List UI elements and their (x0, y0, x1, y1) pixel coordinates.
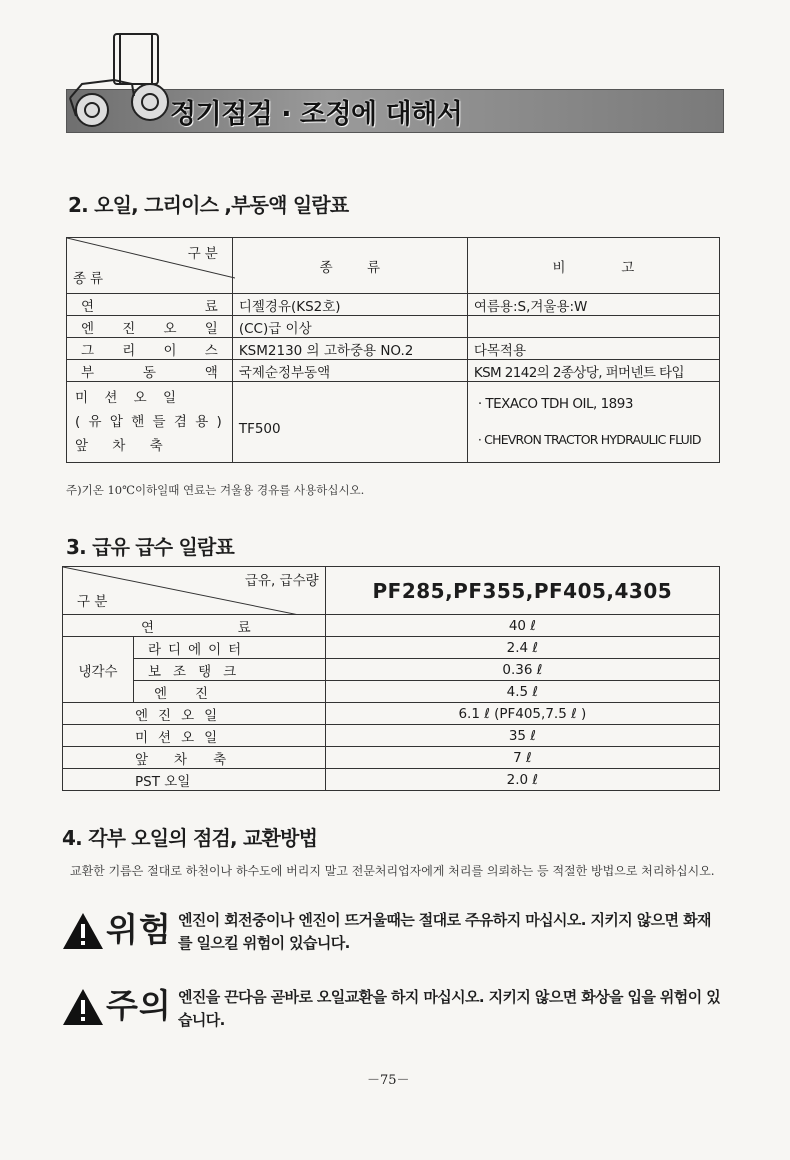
table-row (67, 316, 720, 338)
danger-text: 엔진이 회전중이나 엔진이 뜨거울때는 절대로 주유하지 마십시오. 지키지 않으면 화재를 일으킬 위험이 있습니다. (178, 911, 711, 952)
section4-title: 4. 각부 오일의 점검, 교환방법 (62, 826, 318, 850)
table-row (63, 659, 720, 681)
corner-top-label: 급유, 급수량 (244, 573, 319, 589)
merged-label: 미 션 오 일 (75, 390, 183, 406)
row-value: 6.1 ℓ (PF405,7.5 ℓ ) (325, 703, 719, 725)
tractor-illustration (62, 28, 170, 132)
row-value: 2.0 ℓ (325, 769, 719, 791)
row-kind: 국제순정부동액 (232, 360, 467, 382)
row-value: 7 ℓ (325, 747, 719, 769)
col-header-kind: 종 류 (232, 238, 467, 294)
table-corner-cell (63, 567, 326, 615)
merged-kind: TF500 (232, 382, 467, 463)
table-row (63, 725, 720, 747)
row-value: 40 ℓ (325, 615, 719, 637)
merged-note: · TEXACO TDH OIL, 1893 (477, 396, 633, 412)
oil-grease-table (66, 237, 720, 463)
row-value: 2.4 ℓ (325, 637, 719, 659)
col-header-note: 비 고 (467, 238, 719, 294)
merged-notes (467, 382, 719, 463)
row-label: 라디에이터 (134, 637, 326, 659)
row-label: 엔진 (134, 681, 326, 703)
row-label: PST 오일 (63, 769, 326, 791)
page-number: －75－ (367, 1073, 410, 1088)
row-kind: KSM2130 의 고하중용 NO.2 (232, 338, 467, 360)
page-header-title: 정기점검 · 조정에 대해서 (170, 99, 463, 130)
table-corner-cell (67, 238, 233, 294)
caution-text: 엔진을 끈다음 곧바로 오일교환을 하지 마십시오. 지키지 않으면 화상을 입을 위험이 있습니다. (178, 988, 721, 1029)
row-label: 부 동 액 (67, 360, 233, 382)
row-note: 여름용:S,겨울용:W (467, 294, 719, 316)
fuel-water-table (62, 566, 720, 791)
table-row (63, 681, 720, 703)
danger-warning-icon (62, 912, 104, 950)
table-row (63, 637, 720, 659)
corner-bottom-label: 종류 (73, 271, 108, 287)
corner-bottom-label: 구 분 (77, 594, 108, 610)
table-row (67, 338, 720, 360)
row-kind: 디젤경유(KS2호) (232, 294, 467, 316)
table-row (67, 294, 720, 316)
table-row (63, 703, 720, 725)
row-label: 보조탱크 (134, 659, 326, 681)
merged-note: · CHEVRON TRACTOR HYDRAULIC FLUID (477, 432, 701, 447)
section2-title: 2. 오일, 그리이스 ,부동액 일람표 (68, 193, 349, 217)
row-label: 연 료 (63, 615, 326, 637)
caution-label: 주의 (106, 986, 172, 1025)
caution-warning-icon (62, 988, 104, 1026)
row-value: 0.36 ℓ (325, 659, 719, 681)
table-row-merged (67, 382, 720, 463)
models-header: PF285,PF355,PF405,4305 (325, 567, 719, 615)
section3-title: 3. 급유 급수 일람표 (66, 535, 235, 559)
table-row (67, 360, 720, 382)
merged-labels (67, 382, 233, 463)
section2-footnote: 주)기온 10℃이하일때 연료는 겨울용 경유를 사용하십시오. (66, 483, 365, 497)
row-note: 다목적용 (467, 338, 719, 360)
row-kind: (CC)급 이상 (232, 316, 467, 338)
merged-label: 앞 차 축 (75, 438, 173, 454)
section4-intro: 교환한 기름은 절대로 하천이나 하수도에 버리지 말고 전문처리업자에게 처리를 의뢰하는 등 적절한 방법으로 처리하십시오. (70, 864, 715, 878)
coolant-label: 냉각수 (63, 637, 134, 703)
corner-top-label: 구분 (187, 246, 222, 262)
row-label: 그 리 이 스 (67, 338, 233, 360)
row-label: 앞차축 (63, 747, 326, 769)
row-note (467, 316, 719, 338)
row-note: KSM 2142의 2종상당, 퍼머넨트 타입 (467, 360, 719, 382)
table-row (63, 615, 720, 637)
row-value: 35 ℓ (325, 725, 719, 747)
row-value: 4.5 ℓ (325, 681, 719, 703)
row-label: 엔 진 오 일 (67, 316, 233, 338)
merged-label: ( 유 압 핸 들 겸 용 ) (75, 414, 224, 430)
table-row (63, 769, 720, 791)
row-label: 미션오일 (63, 725, 326, 747)
table-row (63, 747, 720, 769)
row-label: 연 료 (67, 294, 233, 316)
danger-label: 위험 (106, 910, 172, 949)
row-label: 엔진오일 (63, 703, 326, 725)
